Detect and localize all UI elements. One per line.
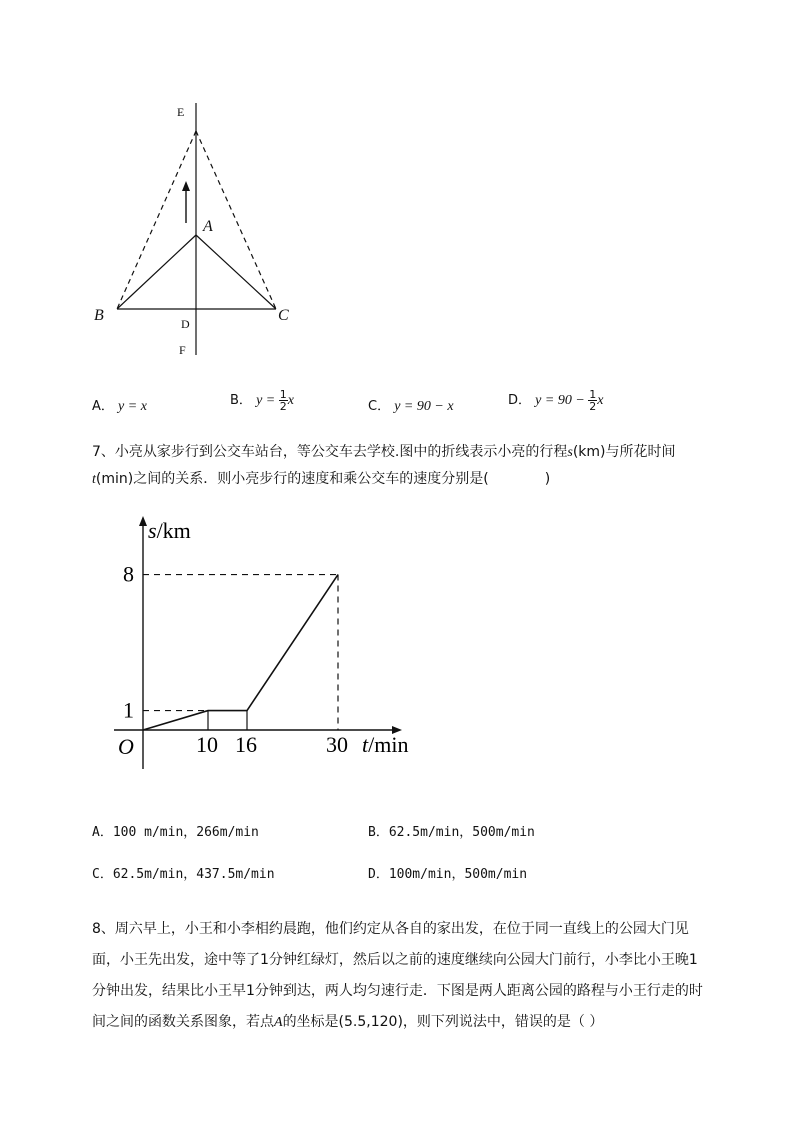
label-d: D bbox=[181, 317, 190, 331]
q6-option-d[interactable]: D． y = 90 − $\frac{1}{2}$ x bbox=[508, 388, 604, 413]
q8-line-4: 间之间的函数关系图象，若点A的坐标是(5.5,120)，则下列说法中，错误的是（ ） bbox=[92, 1014, 604, 1030]
q6-option-a[interactable]: A． y = x bbox=[92, 399, 147, 414]
q7-option-a[interactable]: A．100 m/min，266m/min bbox=[92, 825, 259, 840]
x-tick-label-30: 30 bbox=[326, 732, 348, 757]
y-tick-label-1: 1 bbox=[123, 697, 134, 723]
y-tick-label-8: 8 bbox=[123, 561, 134, 587]
y-axis-label: s/km bbox=[148, 518, 191, 543]
question-8 bbox=[92, 914, 742, 1038]
q8-line-3: 分钟出发，结果比小王早1分钟到达，两人均匀速行走．下图是两人距离公园的路程与小王行走的时 bbox=[92, 983, 703, 999]
origin-label: O bbox=[118, 734, 134, 759]
q7-option-c[interactable]: C．62.5m/min，437.5m/min bbox=[92, 867, 275, 882]
label-b: B bbox=[94, 307, 104, 324]
triangle-diagram-svg bbox=[80, 95, 310, 365]
label-a: A bbox=[203, 218, 213, 235]
question-7 bbox=[92, 439, 732, 493]
line-ab bbox=[117, 235, 196, 309]
line-ac bbox=[196, 235, 276, 309]
q7-line-2: t(min)之间的关系．则小亮步行的速度和乘公交车的速度分别是( ) bbox=[92, 471, 551, 487]
triangle-figure bbox=[80, 95, 310, 365]
q7-option-b[interactable]: B．62.5m/min，500m/min bbox=[368, 825, 535, 840]
x-axis-label: t/min bbox=[362, 732, 409, 757]
fraction-half: $\frac{1}{2}$ bbox=[279, 388, 287, 413]
distance-time-chart bbox=[108, 514, 428, 776]
y-axis-arrow-icon bbox=[139, 516, 147, 526]
up-arrow-icon bbox=[182, 181, 190, 191]
label-f: F bbox=[179, 343, 186, 357]
label-c: C bbox=[278, 307, 289, 324]
q7-option-d[interactable]: D．100m/min，500m/min bbox=[368, 867, 528, 882]
q8-line-1: 8、周六早上，小王和小李相约晨跑，他们约定从各自的家出发，在位于同一直线上的公园大门见 bbox=[92, 921, 689, 937]
q8-line-2: 面，小王先出发，途中等了1分钟红绿灯，然后以之前的速度继续向公园大门前行，小李比小王晚1 bbox=[92, 952, 698, 968]
x-tick-label-10: 10 bbox=[196, 732, 218, 757]
q6-option-c[interactable]: C． y = 90 − x bbox=[368, 399, 454, 414]
x-tick-label-16: 16 bbox=[235, 732, 257, 757]
dashed-line-eb bbox=[117, 131, 196, 309]
fraction-half: $\frac{1}{2}$ bbox=[589, 388, 597, 413]
q7-line-1: 7、小亮从家步行到公交车站台，等公交车去学校.图中的折线表示小亮的行程s(km)与所花时间 bbox=[92, 444, 676, 460]
q6-option-b[interactable]: B． y = $\frac{1}{2}$ x bbox=[230, 388, 294, 413]
series-line bbox=[143, 575, 338, 730]
chart-svg bbox=[108, 514, 428, 776]
label-e: E bbox=[177, 105, 185, 119]
